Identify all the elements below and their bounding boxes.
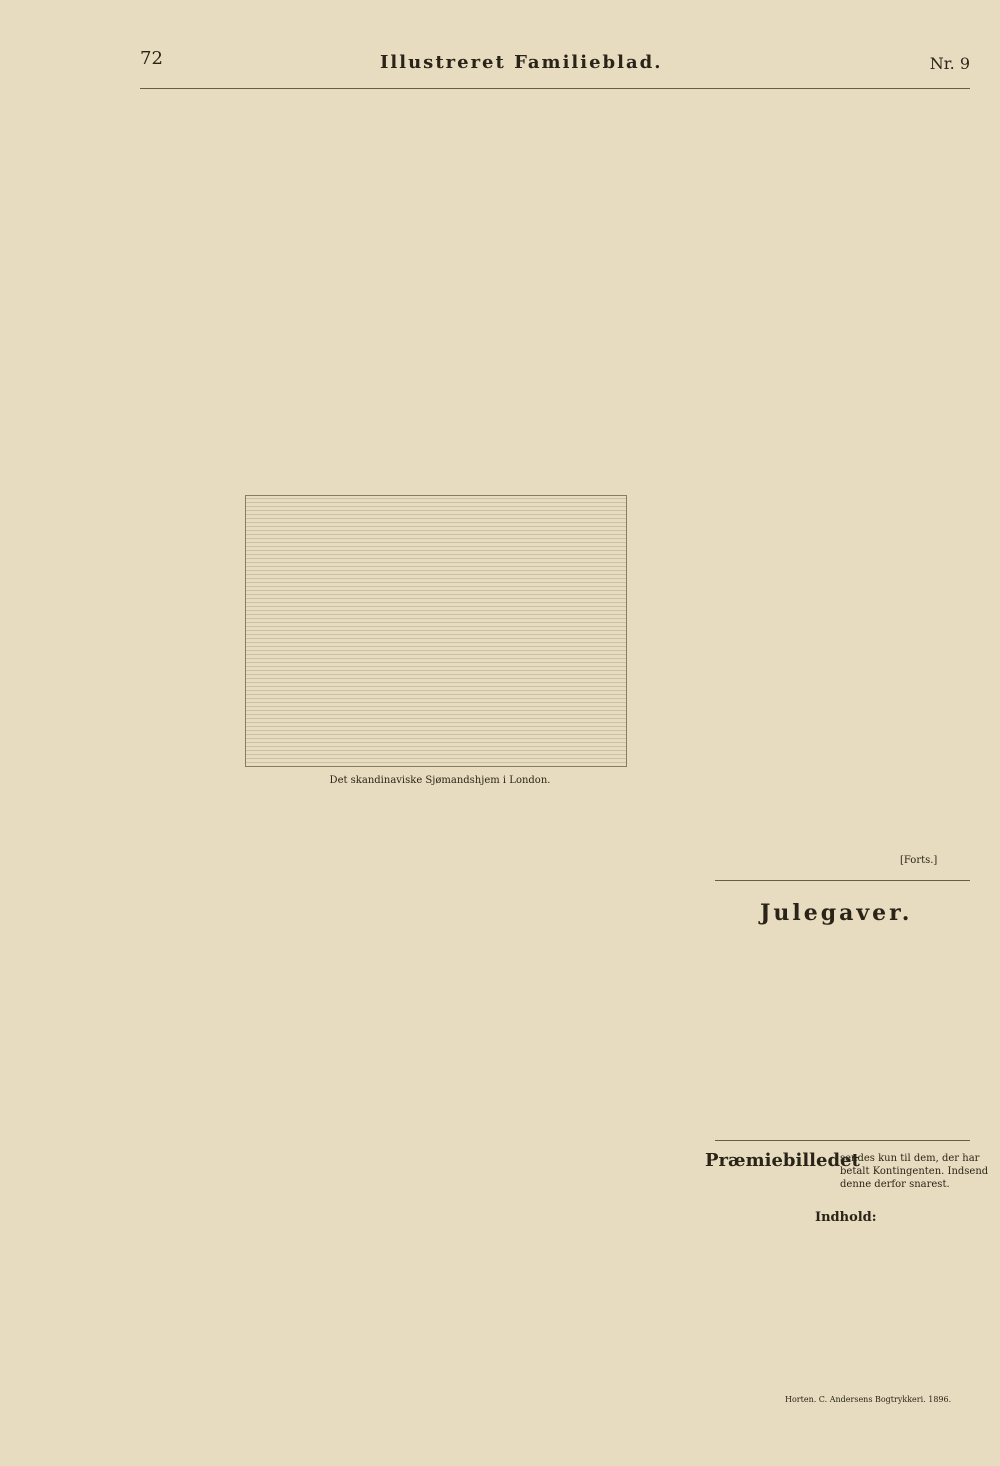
building-engraving — [245, 495, 627, 767]
indhold-heading: Indhold: — [815, 1210, 877, 1225]
figure-caption: Det skandinaviske Sjømandshjem i London. — [329, 775, 551, 786]
text-column-1-lower — [140, 800, 410, 1390]
text-column-2-lower — [425, 800, 700, 1390]
page-header — [140, 48, 970, 89]
continued-note: [Forts.] — [900, 855, 938, 866]
issue-number: Nr. 9 — [929, 54, 970, 73]
text-column-3 — [715, 90, 985, 830]
premie-heading: Præmiebilledet — [705, 1150, 860, 1171]
julegaver-heading: Julegaver. — [760, 900, 913, 926]
text-column-2 — [425, 90, 700, 485]
divider — [715, 880, 970, 881]
printer-footer: Horten. C. Andersens Bogtrykkeri. 1896. — [785, 1395, 952, 1404]
page-number: 72 — [140, 48, 163, 69]
publication-title: Illustreret Familieblad. — [380, 52, 663, 73]
premie-text: sendes kun til dem, der har betalt Kontingenten. Indsend denne derfor snarest. — [840, 1153, 989, 1190]
text-column-1 — [140, 90, 410, 485]
divider — [715, 1140, 970, 1141]
